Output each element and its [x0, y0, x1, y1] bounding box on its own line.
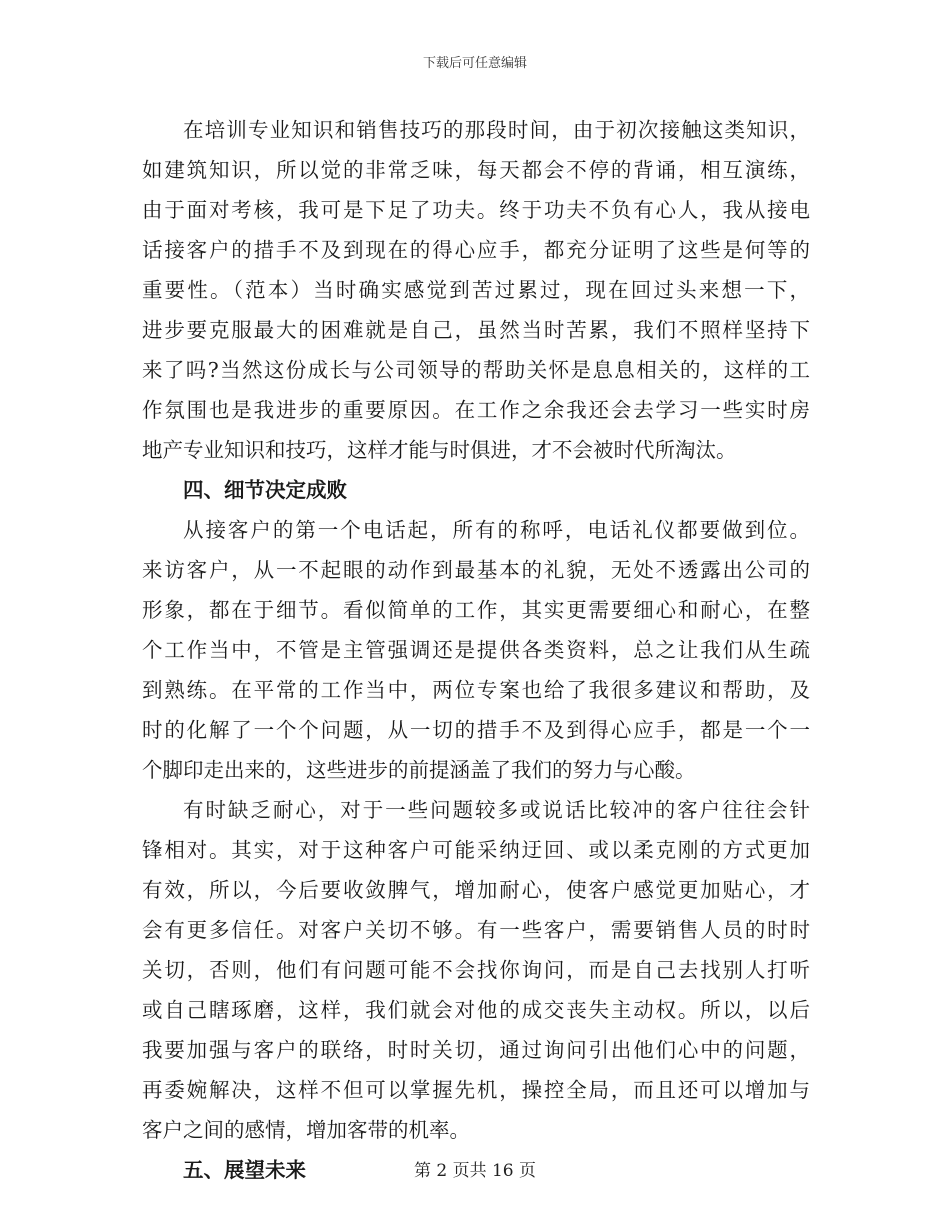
paragraph-line: 进步要克服最大的困难就是自己，虽然当时苦累，我们不照样坚持下 [142, 318, 810, 342]
paragraph-line: 地产专业知识和技巧，这样才能与时俱进，才不会被时代所淘汰。 [142, 438, 737, 462]
paragraph-line: 有时缺乏耐心，对于一些问题较多或说话比较冲的客户往往会针 [183, 798, 810, 822]
paragraph-line: 会有更多信任。对客户关切不够。有一些客户，需要销售人员的时时 [142, 918, 810, 942]
paragraph-1 [142, 110, 810, 470]
paragraph-line: 或自己瞎琢磨，这样，我们就会对他的成交丧失主动权。所以，以后 [142, 998, 810, 1022]
paragraph-line: 关切，否则，他们有问题可能不会找你询问，而是自己去找别人打听 [142, 958, 810, 982]
document-body [142, 110, 810, 1190]
paragraph-line: 个脚印走出来的，这些进步的前提涵盖了我们的努力与心酸。 [142, 758, 696, 782]
page-header-note: 下载后可任意编辑 [422, 56, 527, 71]
paragraph-line: 重要性。（范本）当时确实感觉到苦过累过，现在回过头来想一下， [142, 278, 810, 302]
paragraph-2 [142, 510, 810, 790]
paragraph-line: 在培训专业知识和销售技巧的那段时间，由于初次接触这类知识， [183, 118, 810, 142]
paragraph-line: 由于面对考核，我可是下足了功夫。终于功夫不负有心人，我从接电 [142, 198, 810, 222]
paragraph-line: 到熟练。在平常的工作当中，两位专案也给了我很多建议和帮助，及 [142, 678, 810, 702]
paragraph-line: 如建筑知识，所以觉的非常乏味，每天都会不停的背诵，相互演练， [142, 158, 810, 182]
paragraph-line: 客户之间的感情，增加客带的机率。 [142, 1118, 470, 1142]
paragraph-3 [142, 790, 810, 1150]
page-number-footer: 第 2 页共 16 页 [413, 1161, 537, 1181]
paragraph-line: 时的化解了一个个问题，从一切的措手不及到得心应手，都是一个一 [142, 718, 810, 742]
paragraph-line: 锋相对。其实，对于这种客户可能采纳迂回、或以柔克刚的方式更加 [142, 838, 810, 862]
section-heading-details: 四、细节决定成败 [183, 478, 347, 502]
paragraph-line: 我要加强与客户的联络，时时关切，通过询问引出他们心中的问题， [142, 1038, 810, 1062]
paragraph-line: 话接客户的措手不及到现在的得心应手，都充分证明了这些是何等的 [142, 238, 810, 262]
section-heading-outlook: 五、展望未来 [183, 1158, 306, 1182]
paragraph-line: 从接客户的第一个电话起，所有的称呼，电话礼仪都要做到位。 [183, 518, 810, 542]
paragraph-line: 来访客户，从一不起眼的动作到最基本的礼貌，无处不透露出公司的 [142, 558, 810, 582]
paragraph-line: 形象，都在于细节。看似简单的工作，其实更需要细心和耐心，在整 [142, 598, 810, 622]
paragraph-line: 来了吗?当然这份成长与公司领导的帮助关怀是息息相关的，这样的工 [142, 358, 810, 382]
paragraph-line: 有效，所以，今后要收敛脾气，增加耐心，使客户感觉更加贴心，才 [142, 878, 810, 902]
paragraph-line: 作氛围也是我进步的重要原因。在工作之余我还会去学习一些实时房 [142, 398, 810, 422]
paragraph-line: 个工作当中，不管是主管强调还是提供各类资料，总之让我们从生疏 [142, 638, 810, 662]
paragraph-line: 再委婉解决，这样不但可以掌握先机，操控全局，而且还可以增加与 [142, 1078, 810, 1102]
